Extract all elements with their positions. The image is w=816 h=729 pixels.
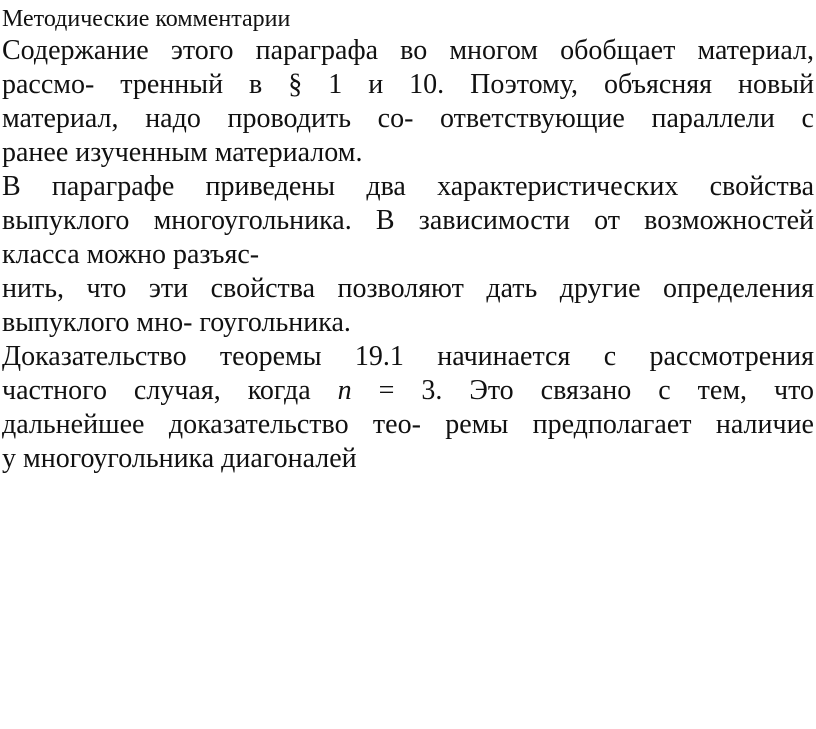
paragraph-3-line-2-after: = 3. Это связано с тем, что — [351, 375, 814, 406]
section-heading: Методические комментарии — [2, 6, 291, 32]
paragraph-3 — [2, 340, 814, 476]
variable-n: n — [337, 375, 352, 406]
paragraph-2-line-1: В параграфе приведены два характеристических свойства — [2, 171, 814, 202]
paragraph-3-line-1: Доказательство теоремы 19.1 начинается с рассмотрения — [2, 341, 814, 372]
paragraph-2 — [2, 170, 814, 340]
paragraph-1-line-3: материал, надо проводить со- ответствующие параллели с — [2, 103, 814, 134]
paragraph-1 — [2, 34, 814, 170]
paragraph-3-line-2-before: частного случая, когда — [2, 375, 338, 406]
paragraph-2-line-2: выпуклого многоугольника. В зависимости от возможностей — [2, 205, 814, 236]
paragraph-2-line-3: класса можно разъяс- — [2, 239, 260, 270]
paragraph-3-line-2 — [2, 374, 814, 408]
paragraph-1-line-4: ранее изученным материалом. — [2, 137, 363, 168]
paragraph-2-line-4: нить, что эти свойства позволяют дать другие определения — [2, 273, 814, 304]
paragraph-2-line-5: выпуклого мно- гоугольника. — [2, 307, 351, 338]
document-page — [2, 0, 814, 476]
paragraph-1-line-2: рассмо- тренный в § 1 и 10. Поэтому, объясняя новый — [2, 69, 814, 100]
paragraph-1-line-1: Содержание этого параграфа во многом обобщает материал, — [2, 35, 814, 66]
paragraph-3-line-4: у многоугольника диагоналей — [2, 443, 357, 474]
paragraph-3-line-3: дальнейшее доказательство тео- ремы предполагает наличие — [2, 409, 814, 440]
